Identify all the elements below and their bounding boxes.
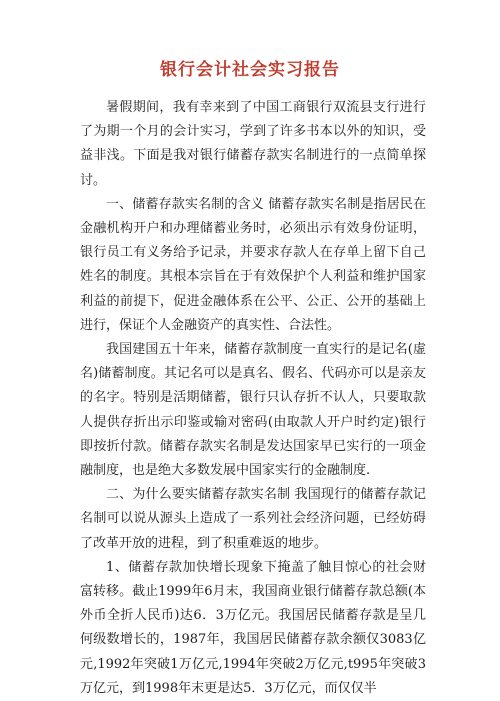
paragraph-section-1: 一、储蓄存款实名制的含义 储蓄存款实名制是指居民在金融机构开户和办理储蓄业务时，必须出示有效身份证明，银行员工有义务给予记录，并要求存款人在存单上留下自己姓名的制度。其根本宗旨在于有效保护个人利益和维护国家利益的前提下，促进金融体系在公平、公正、公开的基础上进行，保证个人金融资产的真实性、合法性。 xyxy=(80,196,426,333)
document-body xyxy=(80,96,426,701)
paragraph-history: 我国建国五十年来，储蓄存款制度一直实行的是记名(虚名)储蓄制度。其记名可以是真名、假名、代码亦可以是亲友的名字。特别是活期储蓄，银行只认存折不认人，只要取款人提供存折出示印鉴或输对密码(由取款人开户时约定)银行即按折付款。储蓄存款实名制是发达国家早已实行的一项金融制度，也是绝大多数发展中国家实行的金融制度. xyxy=(80,342,426,479)
paragraph-point-1: 1、储蓄存款加快增长现象下掩盖了触目惊心的社会财富转移。截止1999年6月末，我国商业银行储蓄存款总额(本外币全折人民币)达6．3万亿元。我国居民储蓄存款是呈几何级数增长的，1987年，我国居民储蓄存款余额仅3083亿元,1992年突破1万亿元,1994年突破2万亿元,t995年突破3万亿元，到1998年末更是达5．3万亿元，而仅仅半 xyxy=(80,559,426,696)
document-title: 银行会计社会实习报告 xyxy=(160,60,340,80)
paragraph-section-2: 二、为什么要实储蓄存款实名制 我国现行的储蓄存款记名制可以说从源头上造成了一系列社会经济问题，已经妨碍了改革开放的进程，到了积重难返的地步。 xyxy=(80,487,426,551)
paragraph-intro: 暑假期间，我有幸来到了中国工商银行双流县支行进行了为期一个月的会计实习，学到了许多书本以外的知识，受益非浅。下面是我对银行储蓄存款实名制进行的一点简单探讨。 xyxy=(80,100,426,188)
